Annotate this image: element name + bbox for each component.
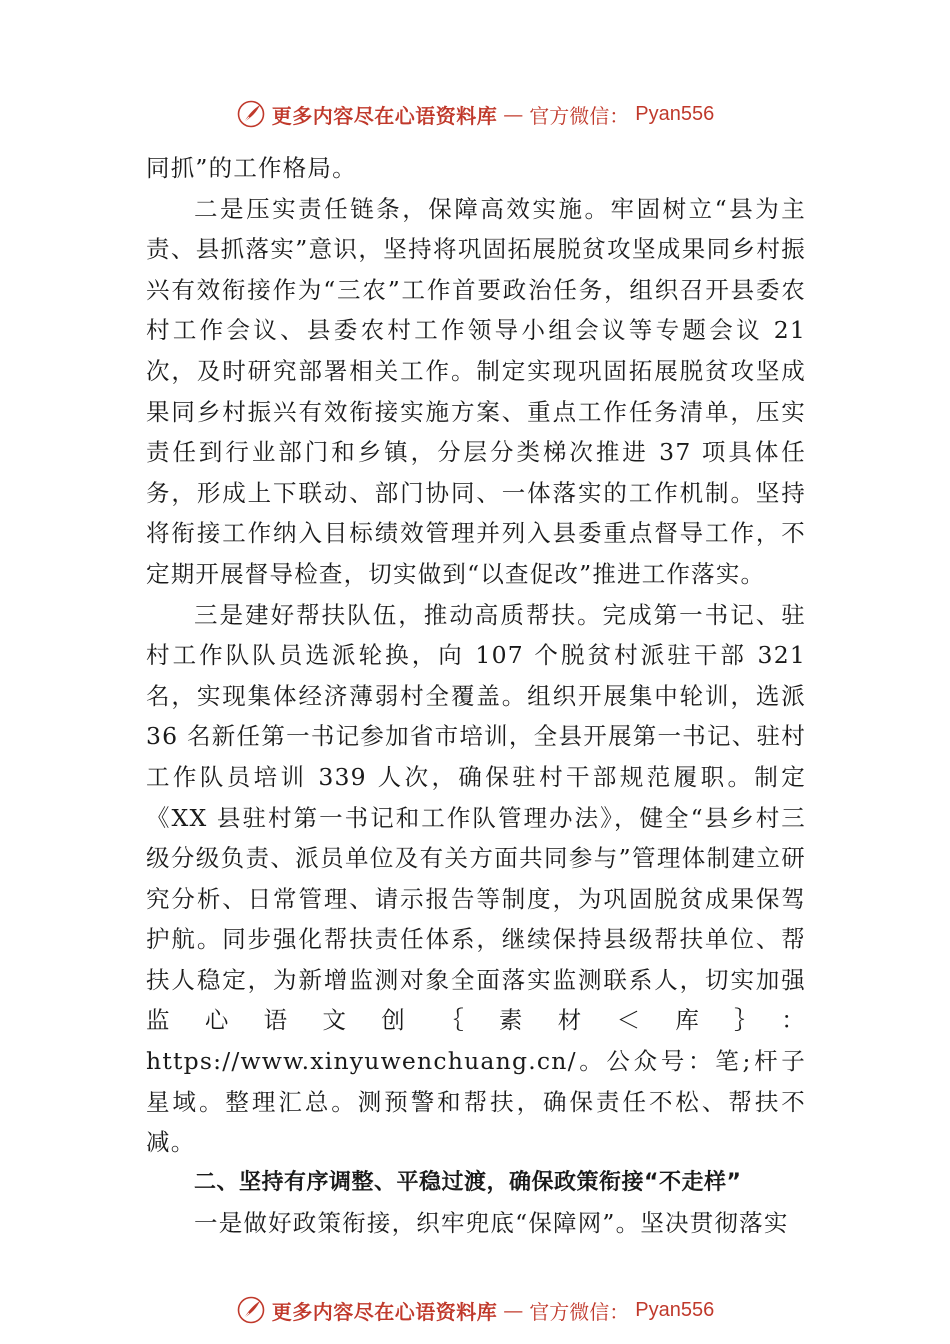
paragraph-policy-connection: 一是做好政策衔接，织牢兜底“保障网”。坚决贯彻落实	[194, 1209, 789, 1238]
banner-wechat-label: 官方微信：	[529, 103, 630, 128]
section-heading: 二、坚持有序调整、平稳过渡，确保政策衔接“不走样”	[194, 1169, 742, 1195]
quill-pen-circle-icon	[236, 1295, 266, 1325]
footer-watermark-banner	[0, 1290, 950, 1330]
banner-separator: —	[503, 1298, 524, 1322]
banner-wechat-account: Pyan556	[635, 1298, 715, 1321]
document-body	[146, 148, 806, 1244]
banner-wechat-account: Pyan556	[635, 102, 715, 125]
banner-brand-text: 更多内容尽在心语资料库	[271, 1299, 498, 1324]
paragraph-responsibility-chain: 二是压实责任链条，保障高效实施。牢固树立“县为主责、县抓落实”意识，坚持将巩固拓展脱贫攻坚成果同乡村振兴有效衔接作为“三农”工作首要政治任务，组织召开县委农村工作会议、县委农村工作领导小组会议等专题会议 21 次，及时研究部署相关工作。制定实现巩固拓展脱贫攻坚成果同乡村振兴有效衔接实施方案、重点工作任务清单，压实责任到行业部门和乡镇，分层分类梯次推进 37 项具体任务，形成上下联动、部门协同、一体落实的工作机制。坚持将衔接工作纳入目标绩效管理并列入县委重点督导工作，不定期开展督导检查，切实做到“以查促改”推进工作落实。	[146, 194, 806, 588]
quill-pen-circle-icon	[236, 99, 266, 129]
banner-wechat-label: 官方微信：	[529, 1299, 630, 1324]
banner-brand-text: 更多内容尽在心语资料库	[271, 103, 498, 128]
paragraph-assistance-team: 三是建好帮扶队伍，推动高质帮扶。完成第一书记、驻村工作队队员选派轮换，向 107 个脱贫村派驻干部 321 名，实现集体经济薄弱村全覆盖。组织开展集中轮训，选派 36 名新任第一书记参加省市培训，全县开展第一书记、驻村工作队员培训 339 人次，确保驻村干部规范履职。制定《XX 县驻村第一书记和工作队管理办法》，健全“县乡村三级分级负责、派员单位及有关方面共同参与”管理体制建立研究分析、日常管理、请示报告等制度，为巩固脱贫成果保驾护航。同步强化帮扶责任体系，继续保持县级帮扶单位、帮扶人稳定，为新增监测对象全面落实监测联系人，切实加强监心语文创｛素材＜库｝：https://www.xinyuwenchuang.cn/。公众号：笔;杆子星域。整理汇总。测预警和帮扶，确保责任不松、帮扶不减。	[146, 600, 806, 1157]
banner-separator: —	[503, 102, 524, 126]
header-watermark-banner	[0, 94, 950, 134]
paragraph-continuation: 同抓”的工作格局。	[146, 154, 357, 182]
